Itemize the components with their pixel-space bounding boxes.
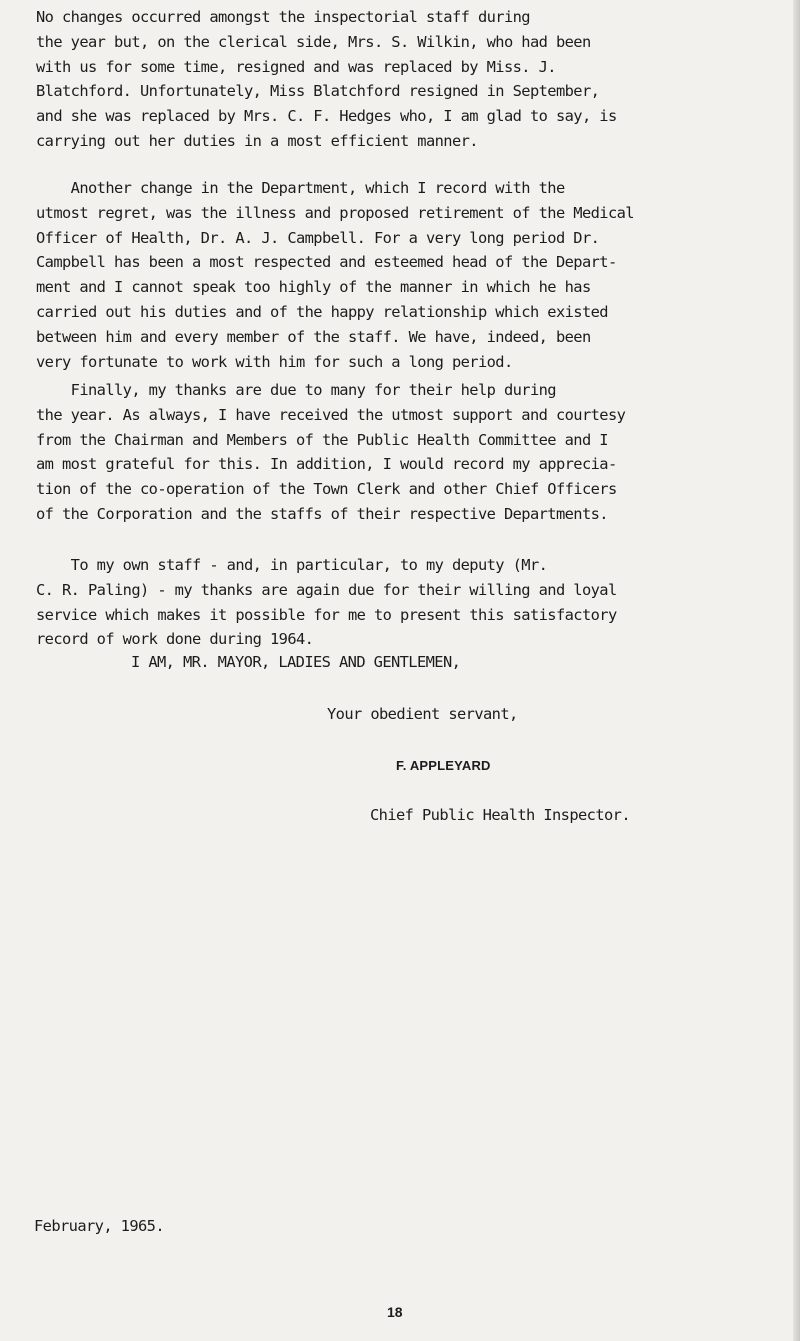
paragraph-staff-changes: No changes occurred amongst the inspectorial staff during the year but, on the clerical side, Mrs. S. Wilkin, who had been with us for some time, resigned and was replaced by Miss. J. Blatchford. Unfortunately, Miss Blatchford resigned in September, and she was replaced by Mrs. C. F. Hedges who, I am glad to say, is carrying out her duties in a most efficient manner.	[36, 8, 617, 150]
paragraph-own-staff: To my own staff - and, in particular, to my deputy (Mr. C. R. Paling) - my thanks are again due for their willing and loyal service which makes it possible for me to present this satisfactory record of work done during 1964.	[36, 556, 617, 649]
signature: F. APPLEYARD	[396, 758, 491, 773]
paragraph-thanks: Finally, my thanks are due to many for their help during the year. As always, I have received the utmost support and courtesy from the Chairman and Members of the Public Health Committee and I am most grateful for this. In addition, I would record my apprecia- tion of the co-operation of the Town Clerk and other Chief Officers of the Corporation and the staffs of their respective Departments.	[36, 381, 626, 523]
page-number: 18	[387, 1304, 403, 1320]
signatory-title: Chief Public Health Inspector.	[370, 806, 630, 824]
page-edge-shadow	[793, 0, 800, 1341]
salutation: I AM, MR. MAYOR, LADIES AND GENTLEMEN,	[131, 653, 461, 671]
paragraph-medical-officer: Another change in the Department, which I record with the utmost regret, was the illness and proposed retirement of the Medical Officer of Health, Dr. A. J. Campbell. For a very long period Dr. Campbell has been a most respected and esteemed head of the Depart- ment and I cannot speak too highly of the manner in which he has carried out his duties and of the happy relationship which existed between him and every member of the staff. We have, indeed, been very fortunate to work with him for such a long period.	[36, 179, 634, 371]
date-line: February, 1965.	[34, 1217, 164, 1235]
closing: Your obedient servant,	[327, 705, 518, 723]
